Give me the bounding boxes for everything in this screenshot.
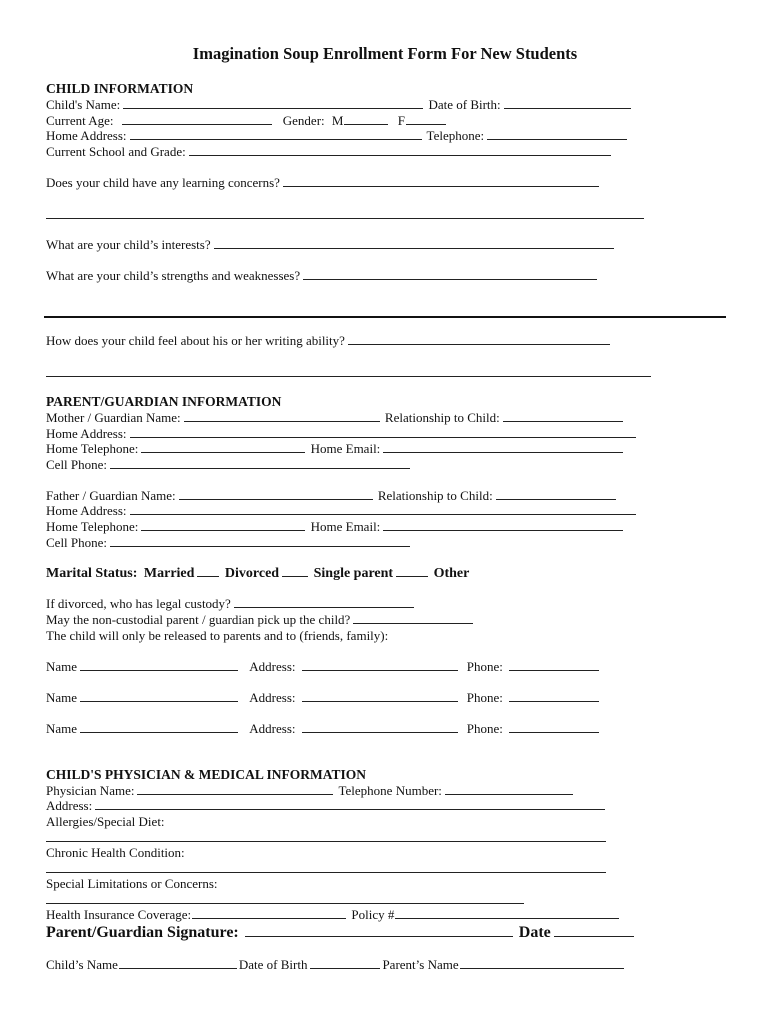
medical-info-heading: CHILD'S PHYSICIAN & MEDICAL INFORMATION bbox=[46, 767, 367, 782]
marital-status-row bbox=[46, 565, 469, 580]
release-address-field[interactable] bbox=[302, 721, 458, 733]
release-address-field[interactable] bbox=[302, 690, 458, 702]
father-address-row bbox=[46, 503, 638, 518]
child-dob-field[interactable] bbox=[504, 97, 631, 109]
mother-home-tel-label: Home Telephone: bbox=[46, 441, 139, 456]
insurance-row bbox=[46, 907, 621, 922]
footer-child-name-field[interactable] bbox=[119, 957, 237, 969]
footer-parent-name-field[interactable] bbox=[460, 957, 624, 969]
strengths-row bbox=[46, 268, 599, 283]
custody-label: If divorced, who has legal custody? bbox=[46, 596, 231, 611]
father-relationship-label: Relationship to Child: bbox=[377, 488, 493, 503]
physician-name-field[interactable] bbox=[137, 783, 333, 795]
writing-ability-row bbox=[46, 333, 612, 348]
allergies-label: Allergies/Special Diet: bbox=[46, 814, 165, 829]
release-name-label: Name bbox=[46, 721, 78, 736]
learning-concerns-extra-line[interactable] bbox=[46, 218, 644, 219]
father-name-label: Father / Guardian Name: bbox=[46, 488, 176, 503]
footer-dob-label: Date of Birth bbox=[238, 957, 308, 972]
child-telephone-field[interactable] bbox=[487, 128, 627, 140]
mother-home-tel-field[interactable] bbox=[141, 441, 305, 453]
signature-label: Parent/Guardian Signature: bbox=[46, 924, 239, 941]
marital-divorced-field[interactable] bbox=[282, 565, 308, 577]
marital-other-label: Other bbox=[433, 566, 470, 581]
mother-cell-field[interactable] bbox=[110, 457, 410, 469]
father-cell-row bbox=[46, 535, 412, 550]
release-contact-row-1 bbox=[46, 659, 601, 674]
mother-email-label: Home Email: bbox=[310, 441, 381, 456]
custody-field[interactable] bbox=[234, 596, 414, 608]
chronic-field[interactable] bbox=[46, 872, 606, 873]
physician-phone-label: Telephone Number: bbox=[338, 783, 442, 798]
mother-address-field[interactable] bbox=[130, 426, 636, 438]
father-name-row bbox=[46, 488, 618, 503]
policy-field[interactable] bbox=[395, 907, 619, 919]
strengths-label: What are your child’s strengths and weaknesses? bbox=[46, 268, 301, 283]
limitations-label: Special Limitations or Concerns: bbox=[46, 876, 218, 891]
writing-ability-label: How does your child feel about his or her writing ability? bbox=[46, 333, 345, 348]
chronic-label: Chronic Health Condition: bbox=[46, 845, 185, 860]
father-email-field[interactable] bbox=[383, 519, 623, 531]
release-contact-row-3 bbox=[46, 721, 601, 736]
footer-child-name-label: Child’s Name bbox=[46, 957, 118, 972]
child-age-field[interactable] bbox=[122, 113, 272, 125]
release-address-label: Address: bbox=[249, 721, 296, 736]
child-info-heading: CHILD INFORMATION bbox=[46, 81, 194, 96]
child-age-label: Current Age: bbox=[46, 113, 114, 128]
insurance-field[interactable] bbox=[192, 907, 346, 919]
parent-info-heading: PARENT/GUARDIAN INFORMATION bbox=[46, 394, 282, 409]
father-name-field[interactable] bbox=[179, 488, 373, 500]
gender-m-label: M bbox=[331, 113, 344, 128]
child-school-label: Current School and Grade: bbox=[46, 144, 186, 159]
form-title: Imagination Soup Enrollment Form For New Students bbox=[192, 44, 578, 63]
mother-name-field[interactable] bbox=[184, 410, 380, 422]
writing-ability-field[interactable] bbox=[348, 333, 610, 345]
release-name-field[interactable] bbox=[80, 690, 238, 702]
marital-status-label: Marital Status: bbox=[46, 566, 138, 581]
release-phone-label: Phone: bbox=[466, 690, 503, 705]
gender-m-field[interactable] bbox=[344, 113, 388, 125]
footer-parent-name-label: Parent’s Name bbox=[382, 957, 459, 972]
physician-address-row bbox=[46, 798, 607, 813]
father-home-tel-label: Home Telephone: bbox=[46, 519, 139, 534]
child-dob-label: Date of Birth: bbox=[428, 97, 501, 112]
marital-single-label: Single parent bbox=[313, 566, 394, 581]
physician-address-field[interactable] bbox=[95, 798, 605, 810]
gender-f-label: F bbox=[397, 113, 405, 128]
marital-divorced-label: Divorced bbox=[224, 566, 280, 581]
father-address-label: Home Address: bbox=[46, 503, 127, 518]
release-address-label: Address: bbox=[249, 659, 296, 674]
learning-concerns-field[interactable] bbox=[283, 175, 599, 187]
signature-row bbox=[46, 922, 636, 942]
marital-married-label: Married bbox=[143, 566, 195, 581]
custody-row bbox=[46, 596, 416, 611]
footer-dob-field[interactable] bbox=[310, 957, 380, 969]
release-phone-label: Phone: bbox=[466, 721, 503, 736]
release-note: The child will only be released to parents and to (friends, family): bbox=[46, 628, 389, 643]
insurance-label: Health Insurance Coverage: bbox=[46, 907, 192, 922]
release-address-field[interactable] bbox=[302, 659, 458, 671]
release-name-field[interactable] bbox=[80, 721, 238, 733]
release-address-label: Address: bbox=[249, 690, 296, 705]
mother-email-field[interactable] bbox=[383, 441, 623, 453]
mother-name-row bbox=[46, 410, 625, 425]
mother-cell-row bbox=[46, 457, 412, 472]
marital-single-field[interactable] bbox=[396, 565, 428, 577]
interests-field[interactable] bbox=[214, 237, 614, 249]
mother-address-label: Home Address: bbox=[46, 426, 127, 441]
release-phone-field[interactable] bbox=[509, 690, 599, 702]
child-age-row bbox=[46, 113, 448, 128]
release-phone-field[interactable] bbox=[509, 659, 599, 671]
mother-relationship-label: Relationship to Child: bbox=[384, 410, 500, 425]
father-relationship-field[interactable] bbox=[496, 488, 616, 500]
release-contact-row-2 bbox=[46, 690, 601, 705]
father-phone-email-row bbox=[46, 519, 625, 534]
child-school-field[interactable] bbox=[189, 144, 611, 156]
child-name-row bbox=[46, 97, 633, 112]
interests-row bbox=[46, 237, 616, 252]
father-home-tel-field[interactable] bbox=[141, 519, 305, 531]
release-name-label: Name bbox=[46, 690, 78, 705]
physician-address-label: Address: bbox=[46, 798, 93, 813]
father-email-label: Home Email: bbox=[310, 519, 381, 534]
learning-concerns-label: Does your child have any learning concerns? bbox=[46, 175, 280, 190]
child-school-row bbox=[46, 144, 613, 159]
marital-married-field[interactable] bbox=[197, 565, 219, 577]
child-address-row bbox=[46, 128, 629, 143]
physician-row bbox=[46, 783, 575, 798]
physician-name-label: Physician Name: bbox=[46, 783, 135, 798]
strengths-field[interactable] bbox=[303, 268, 597, 280]
signature-field[interactable] bbox=[245, 922, 513, 937]
allergies-field[interactable] bbox=[46, 841, 606, 842]
footer-row bbox=[46, 957, 626, 972]
release-phone-field[interactable] bbox=[509, 721, 599, 733]
physician-phone-field[interactable] bbox=[445, 783, 573, 795]
child-telephone-label: Telephone: bbox=[426, 128, 485, 143]
father-cell-label: Cell Phone: bbox=[46, 535, 108, 550]
policy-label: Policy # bbox=[351, 907, 395, 922]
gender-f-field[interactable] bbox=[406, 113, 446, 125]
signature-date-label: Date bbox=[518, 924, 551, 941]
pickup-row bbox=[46, 612, 475, 627]
child-address-field[interactable] bbox=[130, 128, 422, 140]
release-name-field[interactable] bbox=[80, 659, 238, 671]
gender-label: Gender: bbox=[282, 113, 325, 128]
mother-address-row bbox=[46, 426, 638, 441]
release-name-label: Name bbox=[46, 659, 78, 674]
release-phone-label: Phone: bbox=[466, 659, 503, 674]
pickup-label: May the non-custodial parent / guardian pick up the child? bbox=[46, 612, 351, 627]
signature-date-field[interactable] bbox=[554, 922, 634, 937]
mother-name-label: Mother / Guardian Name: bbox=[46, 410, 181, 425]
mother-relationship-field[interactable] bbox=[503, 410, 623, 422]
father-address-field[interactable] bbox=[130, 503, 636, 515]
learning-concerns-row bbox=[46, 175, 601, 190]
father-cell-field[interactable] bbox=[110, 535, 410, 547]
section-divider bbox=[44, 316, 726, 318]
child-name-field[interactable] bbox=[123, 97, 423, 109]
child-address-label: Home Address: bbox=[46, 128, 127, 143]
interests-label: What are your child’s interests? bbox=[46, 237, 211, 252]
mother-cell-label: Cell Phone: bbox=[46, 457, 108, 472]
limitations-field[interactable] bbox=[46, 903, 524, 904]
child-name-label: Child's Name: bbox=[46, 97, 121, 112]
mother-phone-email-row bbox=[46, 441, 625, 456]
writing-ability-extra-line[interactable] bbox=[46, 376, 651, 377]
pickup-field[interactable] bbox=[353, 612, 473, 624]
